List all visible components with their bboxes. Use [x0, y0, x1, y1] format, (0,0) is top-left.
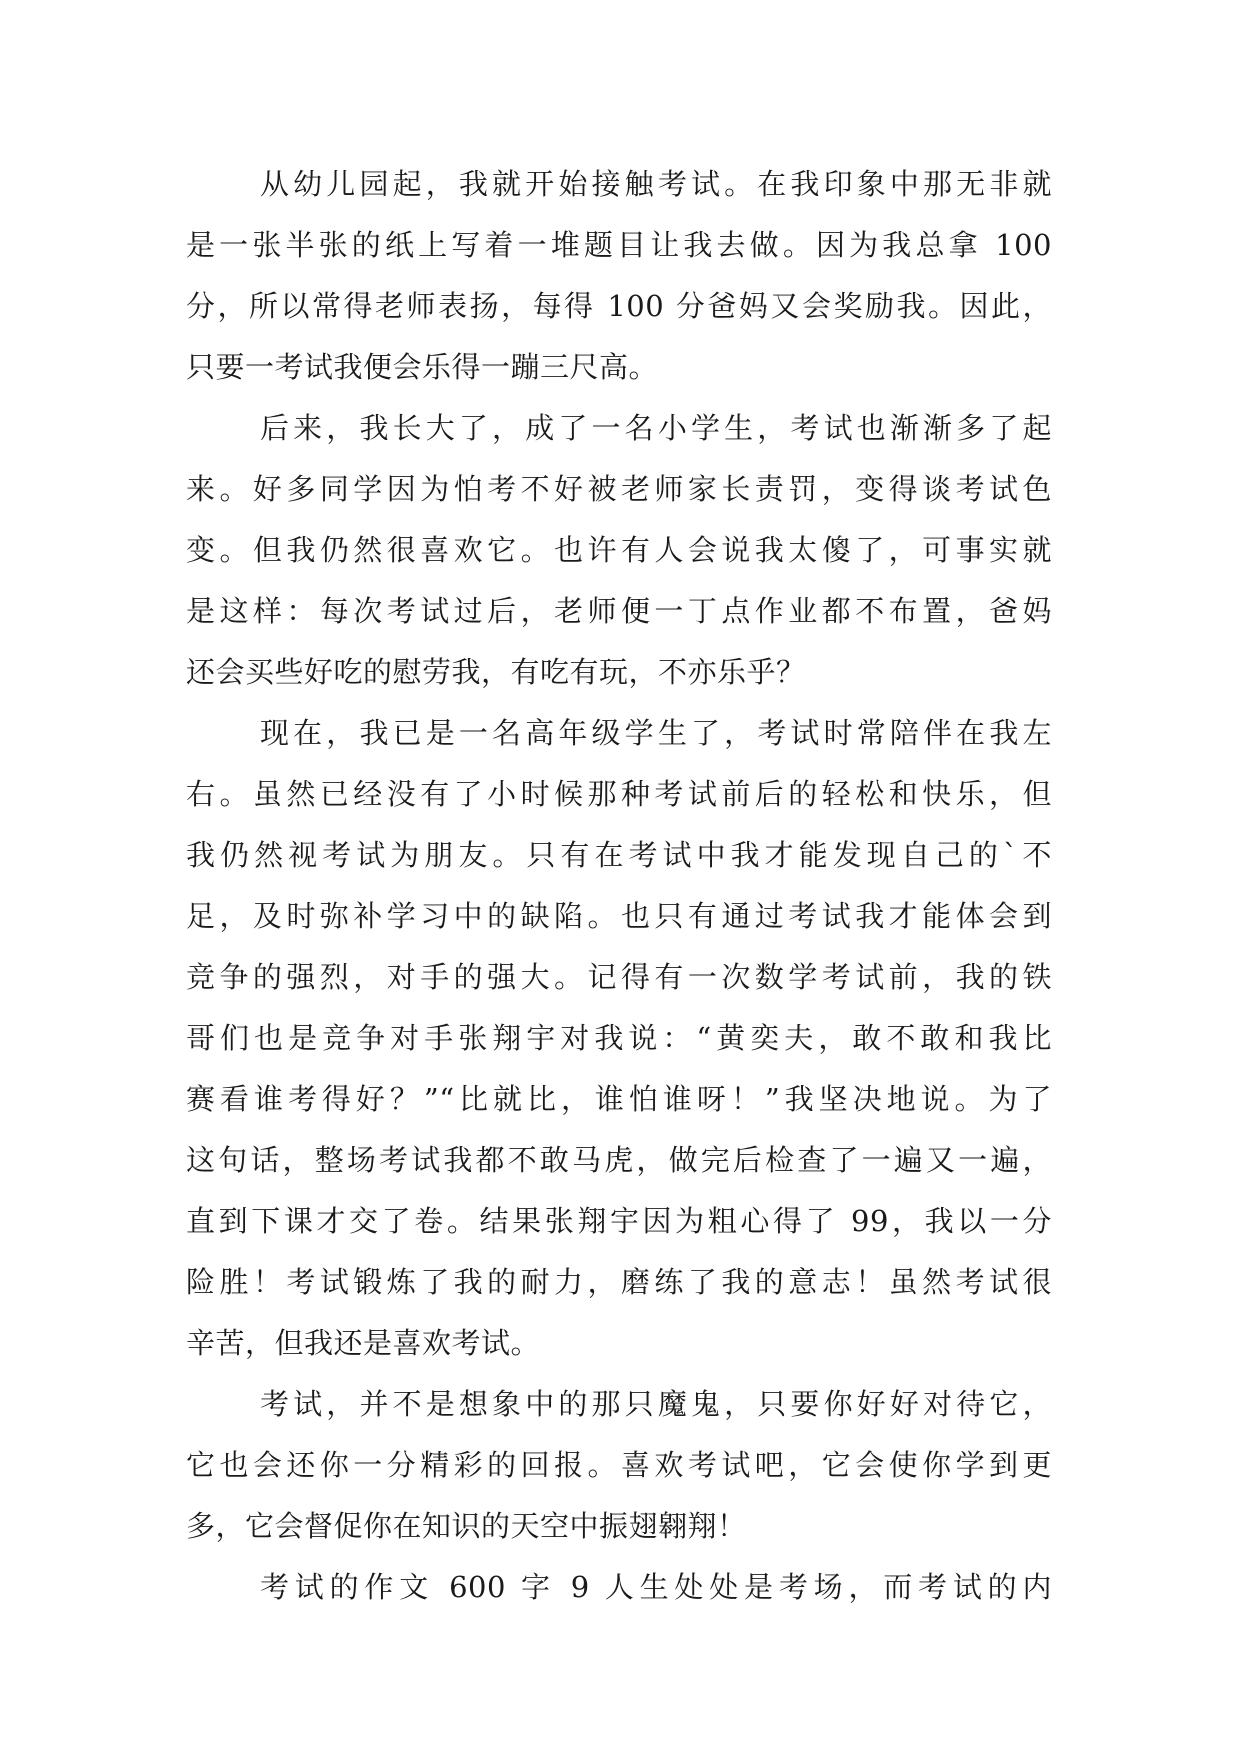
- text-line: 现在，我已是一名高年级学生了，考试时常陪伴在我左: [260, 716, 1052, 750]
- text-line: 只要一考试我便会乐得一蹦三尺高。: [186, 350, 659, 384]
- text-line: 从幼儿园起，我就开始接触考试。在我印象中那无非就: [260, 167, 1052, 201]
- text-line: 还会买些好吃的慰劳我，有吃有玩，不亦乐乎？: [186, 655, 806, 689]
- paragraph-3: [186, 703, 1052, 1374]
- text-line: 后来，我长大了，成了一名小学生，考试也渐渐多了起: [260, 411, 1052, 445]
- text-line: 辛苦，但我还是喜欢考试。: [186, 1326, 541, 1360]
- text-line: 足，及时弥补学习中的缺陷。也只有通过考试我才能体会到: [186, 899, 1052, 933]
- text-line: 它也会还你一分精彩的回报。喜欢考试吧，它会使你学到更: [186, 1448, 1052, 1482]
- text-line: 是这样：每次考试过后，老师便一丁点作业都不布置，爸妈: [186, 594, 1052, 628]
- text-line: 考试的作文 600 字 9 人生处处是考场，而考试的内: [260, 1570, 1052, 1604]
- text-line: 哥们也是竞争对手张翔宇对我说：“黄奕夫，敢不敢和我比: [186, 1021, 1052, 1055]
- essay-body: [186, 154, 1052, 1618]
- paragraph-2: [186, 398, 1052, 703]
- text-line: 分，所以常得老师表扬，每得 100 分爸妈又会奖励我。因此，: [186, 289, 1052, 323]
- text-line: 右。虽然已经没有了小时候那种考试前后的轻松和快乐，但: [186, 777, 1052, 811]
- text-line: 我仍然视考试为朋友。只有在考试中我才能发现自己的`不: [186, 838, 1052, 872]
- text-line: 是一张半张的纸上写着一堆题目让我去做。因为我总拿 100: [186, 228, 1052, 262]
- text-line: 变。但我仍然很喜欢它。也许有人会说我太傻了，可事实就: [186, 533, 1052, 567]
- text-line: 这句话，整场考试我都不敢马虎，做完后检查了一遍又一遍，: [186, 1143, 1052, 1177]
- text-line: 赛看谁考得好？”“比就比，谁怕谁呀！”我坚决地说。为了: [186, 1082, 1052, 1116]
- text-line: 考试，并不是想象中的那只魔鬼，只要你好好对待它，: [260, 1387, 1052, 1421]
- paragraph-5: [186, 1557, 1052, 1618]
- text-line: 险胜！考试锻炼了我的耐力，磨练了我的意志！虽然考试很: [186, 1265, 1052, 1299]
- text-line: 竞争的强烈，对手的强大。记得有一次数学考试前，我的铁: [186, 960, 1052, 994]
- paragraph-1: [186, 154, 1052, 398]
- text-line: 多，它会督促你在知识的天空中振翅翱翔！: [186, 1509, 747, 1543]
- text-line: 来。好多同学因为怕考不好被老师家长责罚，变得谈考试色: [186, 472, 1052, 506]
- paragraph-4: [186, 1374, 1052, 1557]
- text-line: 直到下课才交了卷。结果张翔宇因为粗心得了 99，我以一分: [186, 1204, 1052, 1238]
